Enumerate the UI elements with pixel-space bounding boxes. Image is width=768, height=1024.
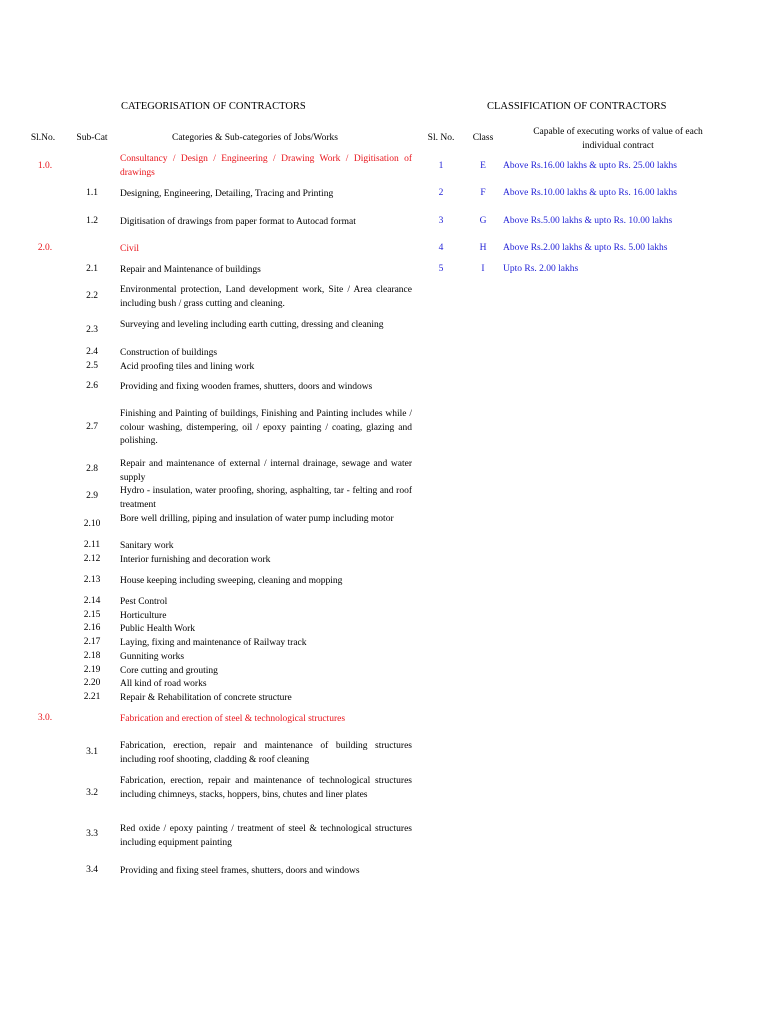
left-desc-header: Categories & Sub-categories of Jobs/Works — [172, 133, 338, 143]
group-title: Fabrication and erection of steel & technological structures — [120, 714, 346, 724]
subcat-description: Finishing and Painting of buildings, Finishing and Painting includes while / colour washing, distempering, oil / epoxy painting / coating, glazing and polishing. — [120, 409, 412, 447]
class-value: Above Rs.16.00 lakhs & upto Rs. 25.00 lakhs — [503, 161, 677, 171]
subcat-number: 2.5 — [86, 361, 98, 371]
subcat-number: 1.2 — [86, 216, 98, 226]
group-number: 2.0. — [37, 243, 53, 253]
subcat-number: 2.15 — [83, 610, 101, 620]
subcat-description: Gunniting works — [120, 652, 185, 662]
subcat-description: All kind of road works — [120, 679, 207, 689]
left-slno-header: Sl.No. — [30, 133, 56, 143]
subcat-description: Construction of buildings — [120, 348, 218, 358]
subcat-number: 3.2 — [86, 788, 98, 798]
left-subcat-header: Sub-Cat — [76, 133, 108, 143]
subcat-description: Fabrication, erection, repair and maintenance of building structures including roof shooting, cladding & roof cleaning — [120, 741, 412, 765]
subcat-description: Environmental protection, Land development work, Site / Area clearance including bush / grass cutting and cleaning. — [120, 285, 412, 309]
subcat-description: Designing, Engineering, Detailing, Tracing and Printing — [120, 189, 334, 199]
group-title: Civil — [120, 244, 140, 254]
subcat-number: 2.13 — [83, 575, 101, 585]
subcat-number: 2.17 — [83, 637, 101, 647]
subcat-description: Laying, fixing and maintenance of Railway track — [120, 638, 307, 648]
subcat-description: Interior furnishing and decoration work — [120, 555, 271, 565]
subcat-number: 2.1 — [86, 264, 98, 274]
subcat-description: Surveying and leveling including earth cutting, dressing and cleaning — [120, 320, 384, 330]
subcat-description: Digitisation of drawings from paper format to Autocad format — [120, 217, 356, 227]
subcat-number: 2.4 — [86, 347, 98, 357]
subcat-number: 3.3 — [86, 829, 98, 839]
subcat-description: Hydro - insulation, water proofing, shoring, asphalting, tar - felting and roof treatment — [120, 486, 412, 510]
group-title: Consultancy / Design / Engineering / Drawing Work / Digitisation of drawings — [120, 154, 412, 178]
subcat-description: Sanitary work — [120, 541, 174, 551]
classification-title: CLASSIFICATION OF CONTRACTORS — [487, 101, 667, 112]
subcat-number: 2.18 — [83, 651, 101, 661]
subcat-description: Bore well drilling, piping and insulation of water pump including motor — [120, 514, 394, 524]
subcat-number: 2.16 — [83, 623, 101, 633]
group-number: 3.0. — [37, 713, 53, 723]
class-letter: F — [480, 188, 486, 198]
class-value: Above Rs.10.00 lakhs & upto Rs. 16.00 lakhs — [503, 188, 677, 198]
subcat-description: Public Health Work — [120, 624, 196, 634]
subcat-number: 2.7 — [86, 422, 98, 432]
subcat-description: Repair and Maintenance of buildings — [120, 265, 261, 275]
class-value: Above Rs.2.00 lakhs & upto Rs. 5.00 lakhs — [503, 243, 668, 253]
subcat-description: Repair and maintenance of external / internal drainage, sewage and water supply — [120, 459, 412, 483]
subcat-number: 2.2 — [86, 291, 98, 301]
subcat-number: 2.10 — [83, 519, 101, 529]
subcat-description: Core cutting and grouting — [120, 666, 218, 676]
subcat-number: 2.14 — [83, 596, 101, 606]
subcat-description: Fabrication, erection, repair and maintenance of technological structures including chimneys, stacks, hoppers, bins, chutes and liner plates — [120, 776, 412, 800]
subcat-number: 2.3 — [86, 325, 98, 335]
subcat-number: 2.6 — [86, 381, 98, 391]
subcat-description: Providing and fixing wooden frames, shutters, doors and windows — [120, 382, 373, 392]
class-letter: E — [480, 161, 486, 171]
class-slno: 4 — [438, 243, 444, 253]
subcat-number: 3.4 — [86, 865, 98, 875]
subcat-number: 2.8 — [86, 464, 98, 474]
subcat-number: 3.1 — [86, 747, 98, 757]
class-slno: 5 — [438, 264, 444, 274]
right-slno-header: Sl. No. — [427, 133, 455, 143]
subcat-description: Pest Control — [120, 597, 168, 607]
subcat-description: Red oxide / epoxy painting / treatment of steel & technological structures including equipment painting — [120, 824, 412, 848]
subcat-description: House keeping including sweeping, cleaning and mopping — [120, 576, 343, 586]
right-class-header: Class — [472, 133, 494, 143]
subcat-number: 2.12 — [83, 554, 101, 564]
class-value: Above Rs.5.00 lakhs & upto Rs. 10.00 lakhs — [503, 216, 673, 226]
class-letter: H — [479, 243, 487, 253]
subcat-number: 2.11 — [83, 540, 101, 550]
class-letter: I — [481, 264, 485, 274]
subcat-description: Acid proofing tiles and lining work — [120, 362, 255, 372]
subcat-description: Horticulture — [120, 611, 167, 621]
group-number: 1.0. — [37, 161, 53, 171]
subcat-description: Providing and fixing steel frames, shutters, doors and windows — [120, 866, 360, 876]
categorisation-title: CATEGORISATION OF CONTRACTORS — [121, 101, 306, 112]
right-capable-header: Capable of executing works of value of each individual contract — [533, 127, 703, 151]
class-slno: 2 — [438, 188, 444, 198]
subcat-number: 2.9 — [86, 491, 98, 501]
subcat-description: Repair & Rehabilitation of concrete structure — [120, 693, 292, 703]
subcat-number: 2.21 — [83, 692, 101, 702]
class-letter: G — [479, 216, 487, 226]
class-slno: 3 — [438, 216, 444, 226]
subcat-number: 2.19 — [83, 665, 101, 675]
class-value: Upto Rs. 2.00 lakhs — [503, 264, 579, 274]
class-slno: 1 — [438, 161, 444, 171]
subcat-number: 1.1 — [86, 188, 98, 198]
subcat-number: 2.20 — [83, 678, 101, 688]
